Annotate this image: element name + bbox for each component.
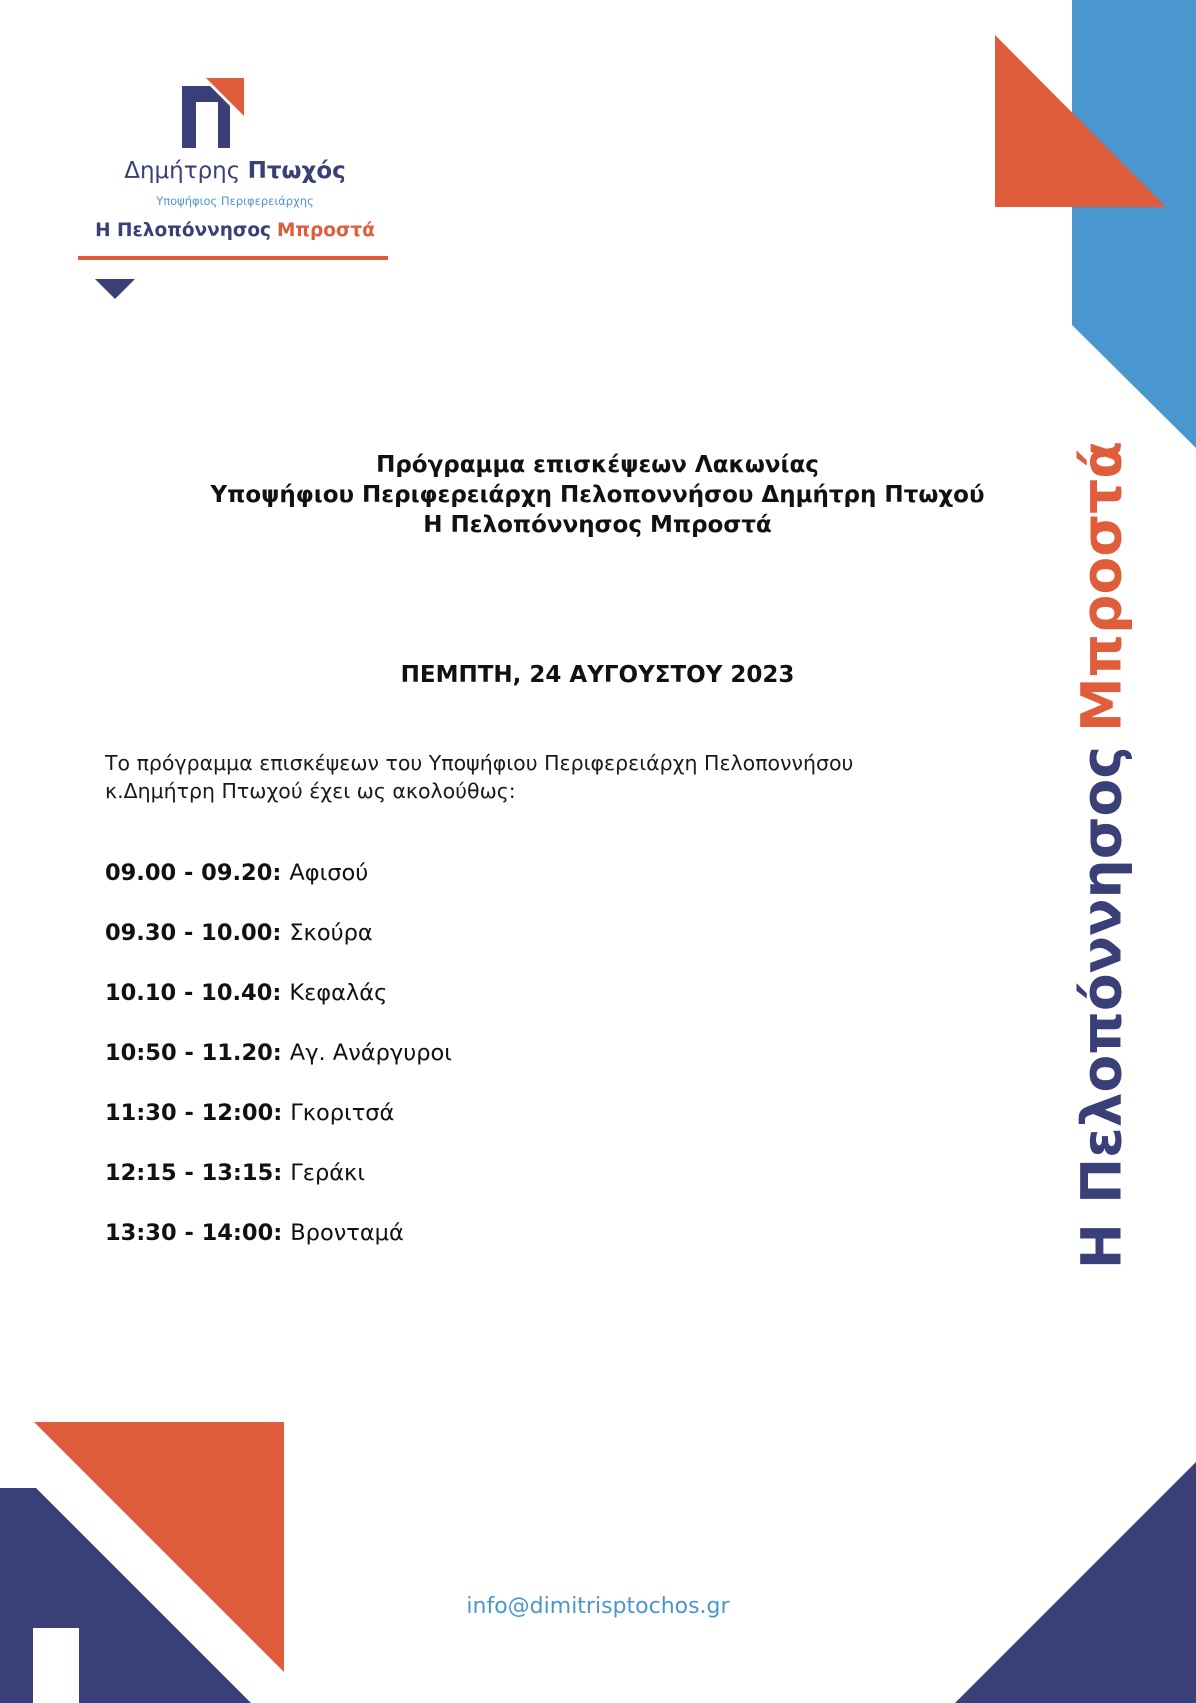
logo-slogan-accent: Μπροστά [277,220,375,241]
schedule-item [105,858,905,918]
schedule-item [105,1098,905,1158]
bottom-right-navy-triangle [955,1462,1196,1703]
title-line: Πρόγραμμα επισκέψεων Λακωνίας [376,452,819,478]
schedule-place: Γεράκι [290,1160,365,1186]
schedule-place: Αφισού [289,860,369,886]
top-right-blue-band [1072,0,1196,448]
schedule-place: Κεφαλάς [289,980,388,1006]
schedule-place: Αγ. Ανάργυροι [289,1040,452,1066]
logo-down-triangle-icon [95,279,135,299]
schedule-time: 13:30 - 14:00: [105,1220,283,1246]
schedule-item [105,1218,905,1278]
vertical-slogan [1069,440,1134,1270]
event-date: ΠΕΜΠΤΗ, 24 ΑΥΓΟΥΣΤΟΥ 2023 [400,662,795,688]
schedule-list [105,858,905,1278]
contact-email-link[interactable]: info@dimitrisptochos.gr [466,1594,730,1619]
bottom-left-white-bar [33,1628,79,1703]
logo-name [70,158,400,184]
logo-name-last: Πτωχός [247,158,346,184]
intro-line: Το πρόγραμμα επισκέψεων του Υποψήφιου Περιφερειάρχη Πελοποννήσου [105,751,854,775]
schedule-time: 12:15 - 13:15: [105,1160,283,1186]
logo-name-first: Δημήτρης [124,158,241,184]
logo-subtitle: Υποψήφιος Περιφερειάρχης [156,194,314,208]
schedule-place: Βροντα​μά [290,1220,404,1246]
document-title [130,450,1065,540]
schedule-time: 10:50 - 11.20: [105,1040,282,1066]
brand-logo [70,70,400,310]
intro-line: κ.Δημήτρη Πτωχού έχει ως ακολούθως: [105,779,516,803]
vertical-slogan-main: Η Πελοπόννησος [1069,746,1134,1270]
logo-slogan [70,220,400,241]
intro-paragraph [105,749,985,805]
title-line: Υποψήφιου Περιφερειάρχη Πελοποννήσου Δημήτρη Πτωχού [210,482,985,508]
vertical-slogan-accent: Μπροστά [1069,440,1134,733]
schedule-time: 09.30 - 10.00: [105,920,282,946]
schedule-time: 09.00 - 09.20: [105,860,282,886]
schedule-time: 10.10 - 10.40: [105,980,282,1006]
schedule-place: Γκοριτσά [290,1100,395,1126]
logo-slogan-main: Η Πελοπόννησος [95,220,271,241]
schedule-time: 11:30 - 12:00: [105,1100,283,1126]
logo-divider [78,256,388,260]
schedule-item [105,1038,905,1098]
logo-house-icon [182,74,244,148]
schedule-item [105,1158,905,1218]
schedule-item [105,918,905,978]
schedule-place: Σκούρα [289,920,373,946]
title-line: Η Πελοπόννησος Μπροστά [423,512,772,538]
schedule-item [105,978,905,1038]
